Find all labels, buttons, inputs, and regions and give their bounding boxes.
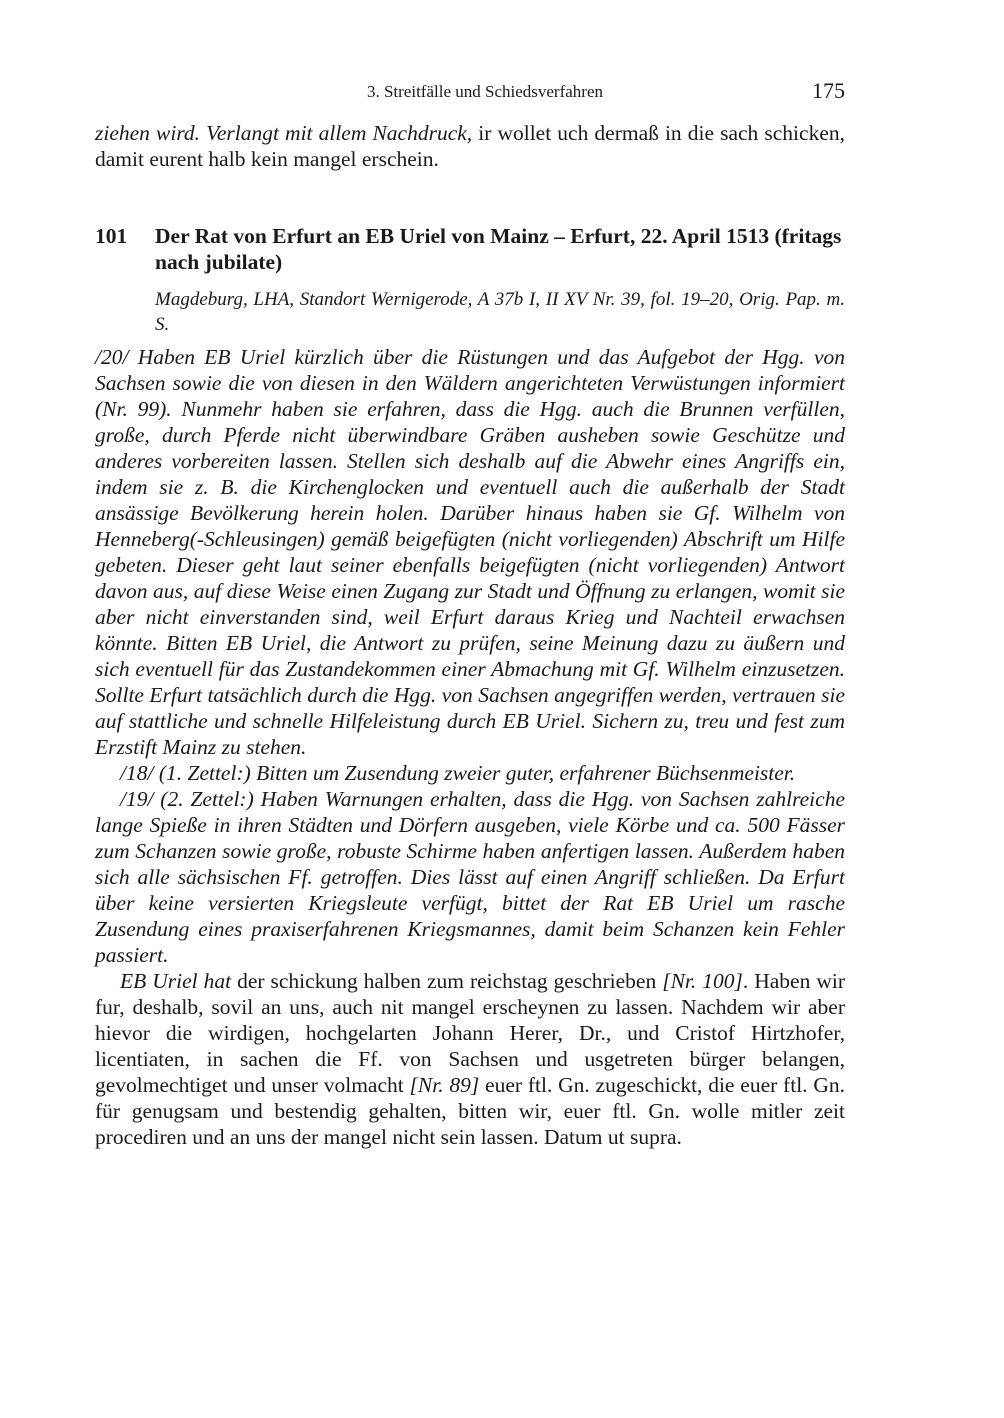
opening-paragraph: [95, 120, 845, 172]
closing-reference-89: [Nr. 89]: [409, 1073, 480, 1097]
document-heading: [95, 223, 845, 275]
closing-paragraph: [95, 968, 845, 1150]
zettel-1-paragraph: /18/ (1. Zettel:) Bitten um Zusendung zweier guter, erfahrener Büchsenmeister.: [120, 761, 796, 785]
document-title: Der Rat von Erfurt an EB Uriel von Mainz – Erfurt, 22. April 1513 (fritags nach jubilate): [155, 224, 842, 274]
running-head: [95, 78, 845, 110]
running-title: 3. Streitfälle und Schiedsverfahren: [366, 82, 604, 101]
page-number: 175: [812, 78, 845, 103]
opening-text: ir wollet uch dermaß in die sach schicken, damit eurent halb kein mangel erschein.: [95, 121, 845, 171]
closing-italic-1: EB Uriel hat: [120, 969, 232, 993]
closing-text-2: . Haben wir fur, deshalb, sovil an uns, auch nit mangel erscheynen zu lassen. Nachdem wir aber hievor die wirdigen, hochgelarten Johann Herer, Dr., und Cristof Hirtzhofer, licentiaten, in sachen die Ff. von Sachsen und usgetreten bürger belangen, gevolmechtiget und unser volmacht: [95, 969, 845, 1097]
zettel-2-paragraph: /19/ (2. Zettel:) Haben Warnungen erhalten, dass die Hgg. von Sachsen zahlreiche lange Spieße in ihren Städten und Dörfern ausgeben, viele Körbe und ca. 500 Fässer zum Schanzen sowie große, robuste Schirme haben anfertigen lassen. Außerdem haben sich alle sächsischen Ff. getroffen. Dies lässt auf einen Angriff schließen. Da Erfurt über keine versierten Kriegsleute verfügt, bittet der Rat EB Uriel um rasche Zusendung eines praxiserfahrenen Kriegsmannes, damit beim Schanzen kein Fehler passiert.: [95, 787, 845, 967]
opening-italic: ziehen wird. Verlangt mit allem Nachdruck,: [95, 121, 473, 145]
regest-paragraph: /20/ Haben EB Uriel kürzlich über die Rüstungen und das Aufgebot der Hgg. von Sachsen sowie die von diesen in den Wäldern angerichteten Verwüstungen informiert (Nr. 99). Nunmehr haben sie erfahren, dass die Hgg. auch die Brunnen verfüllen, große, durch Pferde nicht überwindbare Gräben ausheben sowie Geschütze und anderes vorbereiten lassen. Stellen sich deshalb auf die Abwehr eines Angriffs ein, indem sie z. B. die Kirchenglocken und eventuell auch die außerhalb der Stadt ansässige Bevölkerung herein holen. Darüber hinaus haben sie Gf. Wilhelm von Henneberg(-Schleusingen) gemäß beigefügten (nicht vorliegenden) Abschrift um Hilfe gebeten. Dieser geht laut seiner ebenfalls beigefügten (nicht vorliegenden) Antwort davon aus, auf diese Weise einen Zugang zur Stadt und Öffnung zu erlangen, womit sie aber nicht einverstanden sind, weil Erfurt daraus Krieg und Nachteil erwachsen könnte. Bitten EB Uriel, die Antwort zu prüfen, seine Meinung dazu zu äußern und sich eventuell für das Zustandekommen einer Abmachung mit Gf. Wilhelm einzusetzen. Sollte Erfurt tatsächlich durch die Hgg. von Sachsen angegriffen werden, vertrauen sie auf stattliche und schnelle Hilfeleistung durch EB Uriel. Sichern zu, treu und fest zum Erzstift Mainz zu stehen.: [95, 345, 845, 759]
source-citation: Magdeburg, LHA, Standort Wernigerode, A 37b I, II XV Nr. 39, fol. 19–20, Orig. Pap. m. S.: [155, 289, 845, 335]
closing-text-3: euer ftl. Gn. zugeschickt, die euer ftl. Gn. für genugsam und bestendig gehalten, bitten wir, euer ftl. Gn. wolle mitler zeit procediren und an uns der mangel nicht sein lassen. Datum ut supra.: [95, 1073, 845, 1149]
document-number: 101: [95, 224, 128, 248]
page: [95, 78, 845, 1150]
closing-text-1: der schickung halben zum reichstag geschrieben: [231, 969, 663, 993]
closing-reference-100: [Nr. 100]: [662, 969, 743, 993]
